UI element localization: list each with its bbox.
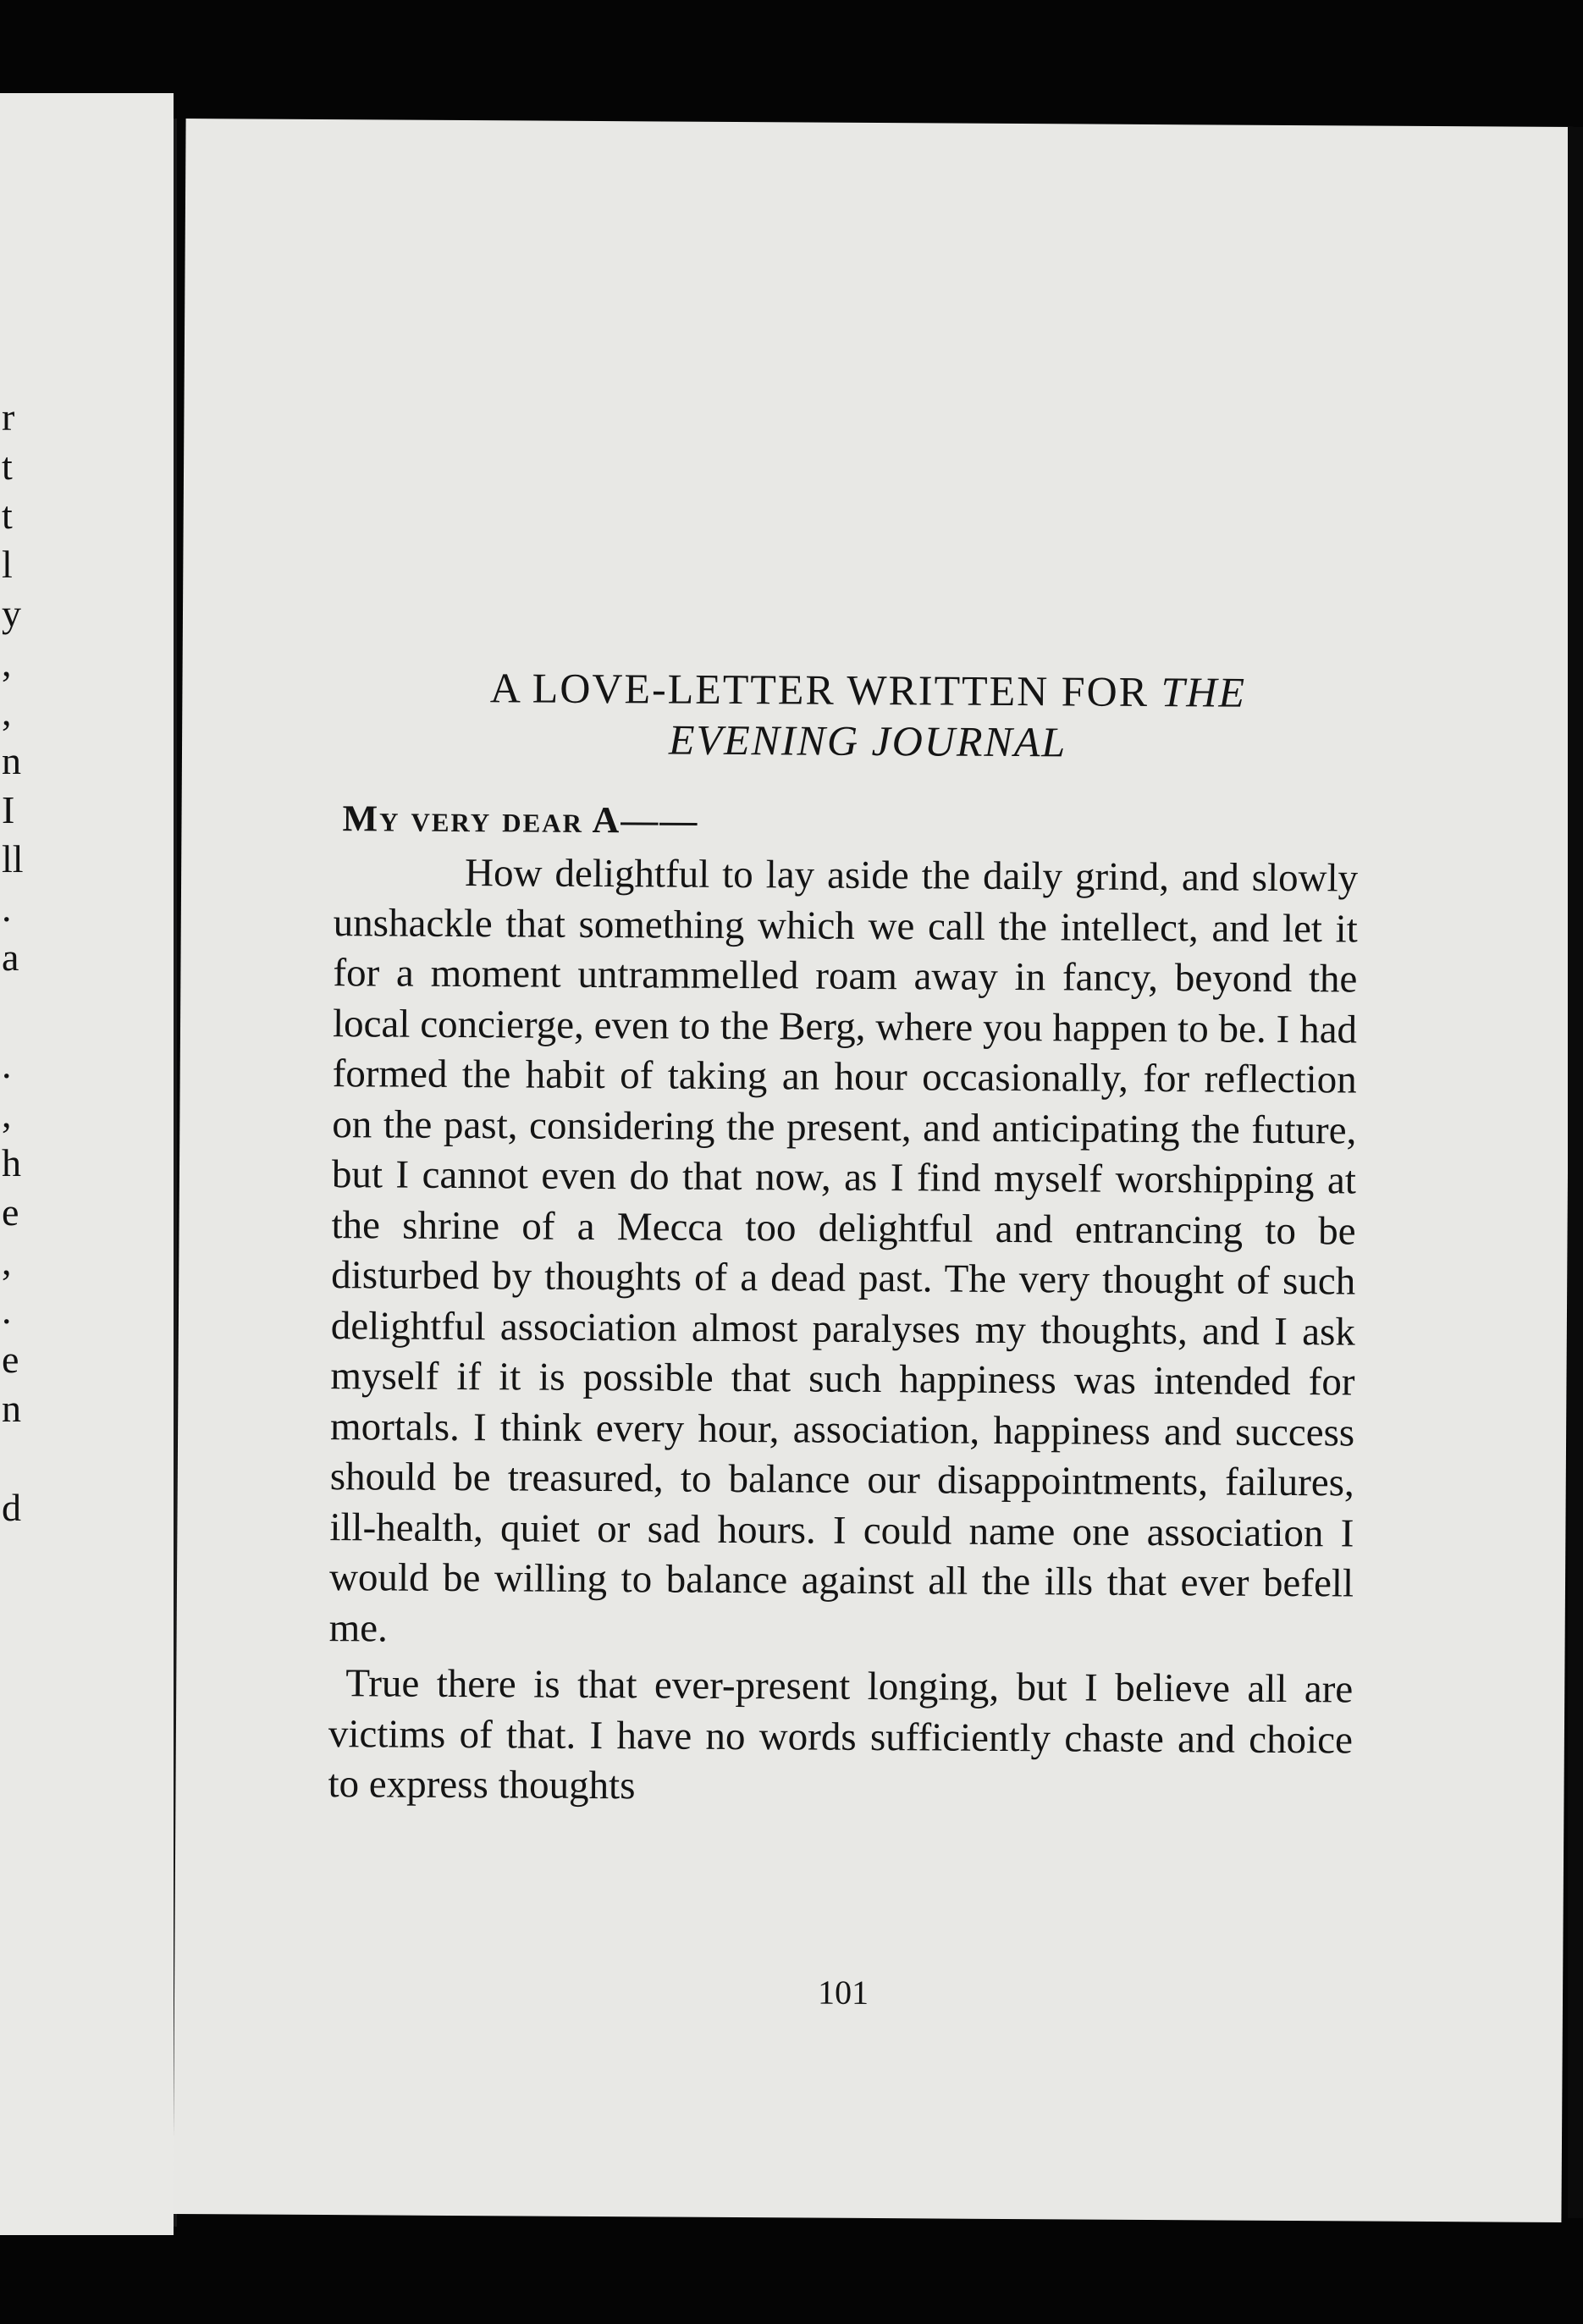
page-number: 101: [817, 1973, 869, 2012]
fragment: ll: [2, 837, 24, 880]
title-line-1: [394, 662, 1342, 719]
previous-page-text-fragments: [0, 93, 34, 2235]
fragment: l: [2, 543, 13, 586]
page-right-edge: [1568, 127, 1583, 2218]
fragment: ,: [2, 1092, 12, 1135]
paragraph: How delightful to lay aside the daily grind, and slowly unshackle that something which we call the intellect, and let it for a moment untrammelled roam away in fancy, beyond the local concierge, even to the Berg, where you happen to be. I had formed the habit of taking an hour occasionally, for reflection on the past, considering the present, and anticipating the future, but I cannot even do that now, as I find myself worshipping at the shrine of a Mecca too delightful and entrancing to be disturbed by thoughts of a dead past. The very thought of such delightful association almost paralyses my thoughts, and I ask myself if it is possible that such happiness was intended for mortals. I think every hour, association, happiness and success should be treasured, to balance our disappointments, failures, ill-health, quiet or sad hours. I could name one association I would be willing to balance against all the ills that ever befell me.: [328, 851, 1359, 1651]
fragment: a: [2, 936, 19, 979]
fragment: ,: [2, 690, 12, 733]
letter-salutation: My very dear A——: [342, 798, 699, 842]
fragment: .: [2, 1043, 12, 1086]
fragment: e: [2, 1190, 19, 1234]
paragraph: True there is that ever-present longing, but I believe all are victims of that. I have no words sufficiently chaste and choice to express thoughts: [328, 1661, 1354, 1808]
fragment: d: [2, 1486, 21, 1529]
letter-body: [328, 847, 1358, 1816]
chapter-title: [394, 662, 1343, 770]
fragment: t: [2, 444, 13, 488]
fragment: .: [2, 886, 12, 930]
fragment: y: [2, 592, 21, 635]
fragment: n: [2, 1387, 21, 1430]
fragment: ,: [2, 641, 12, 684]
fragment: e: [2, 1338, 19, 1381]
title-italic: THE: [1161, 668, 1247, 716]
fragment: n: [2, 739, 21, 782]
previous-page-edge: [0, 93, 174, 2235]
fragment: h: [2, 1141, 21, 1184]
fragment: .: [2, 1289, 12, 1332]
fragment: ,: [2, 1239, 12, 1283]
book-page: [173, 119, 1574, 2222]
title-plain: A LOVE-LETTER WRITTEN FOR: [489, 664, 1161, 716]
fragment: r: [2, 395, 15, 439]
title-line-2: EVENING JOURNAL: [668, 715, 1067, 766]
fragment: I: [2, 788, 15, 831]
fragment: t: [2, 494, 13, 537]
